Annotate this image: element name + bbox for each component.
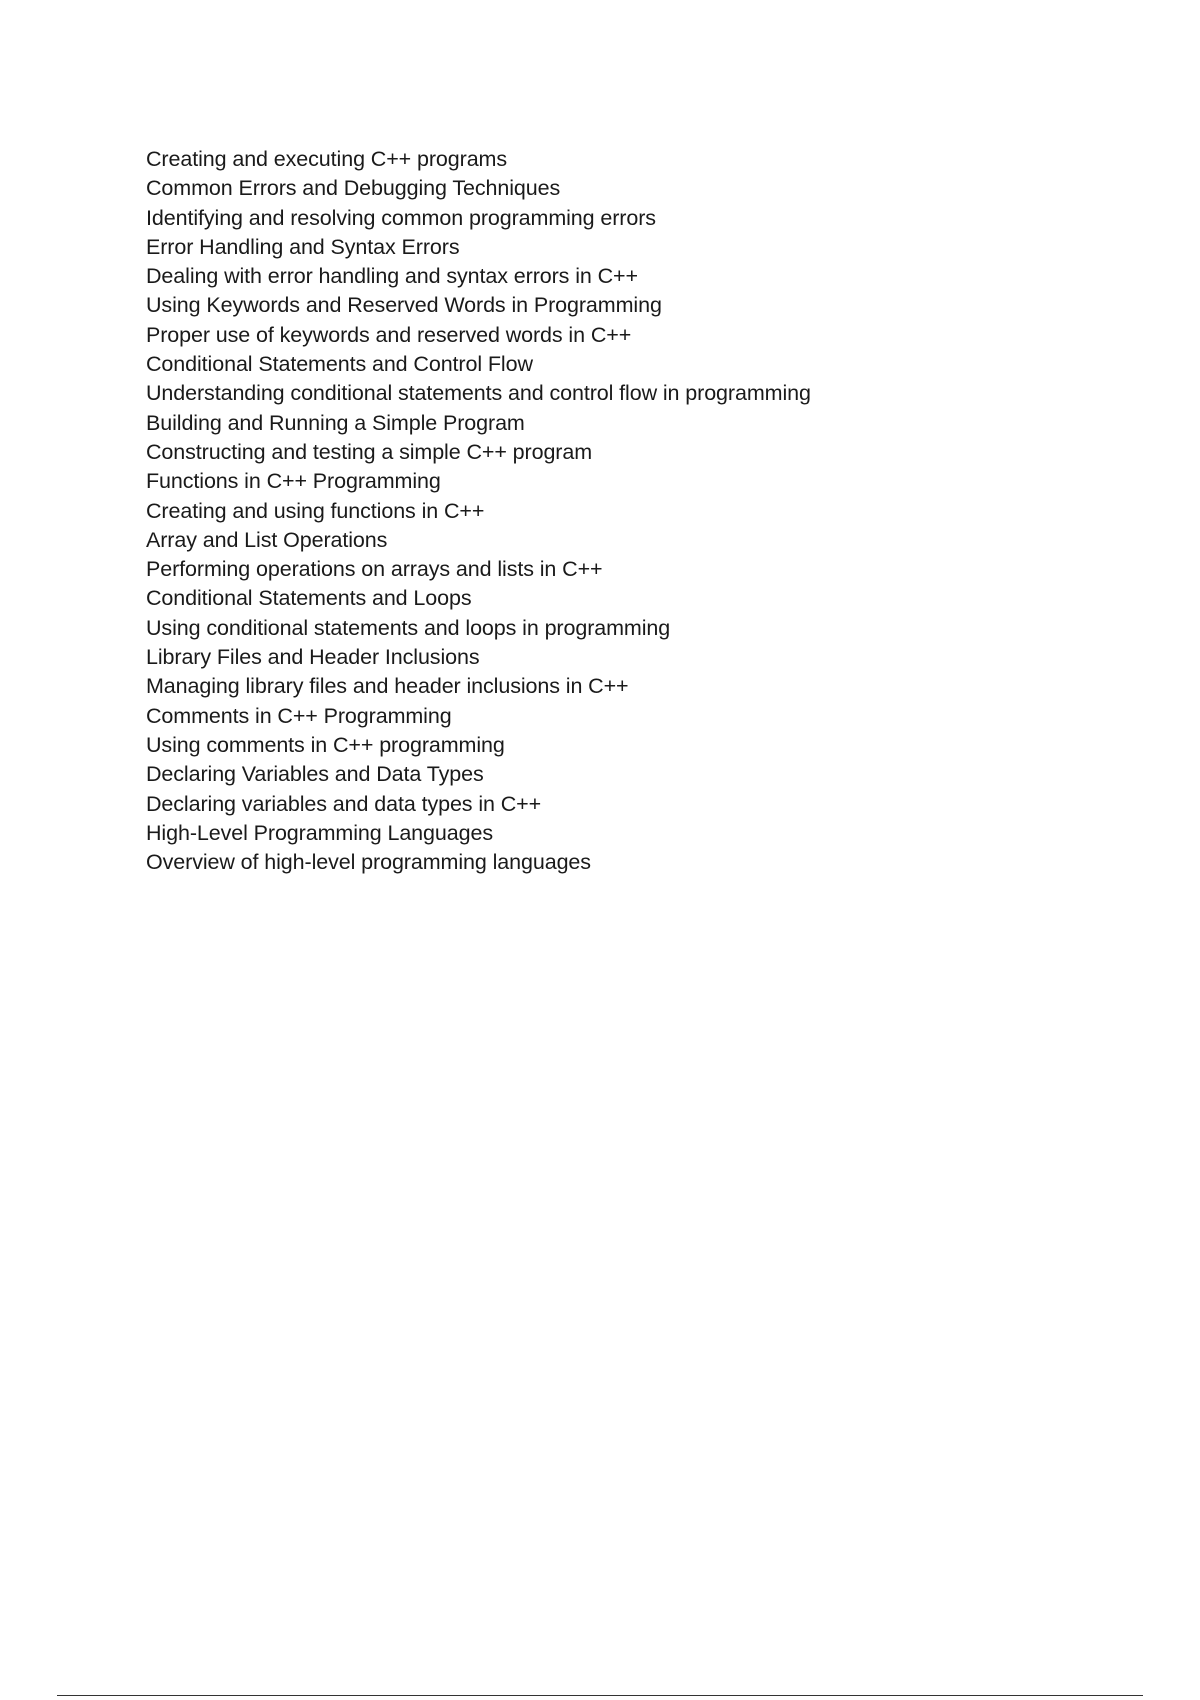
topic-line: Comments in C++ Programming (146, 703, 452, 728)
topic-line: High-Level Programming Languages (146, 820, 493, 845)
footer-divider (57, 1695, 1143, 1696)
topic-line: Using Keywords and Reserved Words in Programming (146, 293, 662, 318)
topic-line: Declaring variables and data types in C++ (146, 791, 542, 816)
topic-line: Declaring Variables and Data Types (146, 762, 484, 787)
topic-line: Creating and using functions in C++ (146, 498, 485, 523)
topic-line: Using comments in C++ programming (146, 732, 505, 757)
topic-line: Managing library files and header inclusions in C++ (146, 674, 629, 699)
topic-line: Conditional Statements and Loops (146, 586, 472, 611)
topic-list (146, 145, 811, 877)
topic-line: Using conditional statements and loops in programming (146, 615, 671, 640)
topic-line: Dealing with error handling and syntax errors in C++ (146, 264, 638, 289)
topic-line: Functions in C++ Programming (146, 469, 441, 494)
topic-line: Constructing and testing a simple C++ program (146, 439, 593, 464)
topic-line: Library Files and Header Inclusions (146, 645, 480, 670)
topic-line: Common Errors and Debugging Techniques (146, 176, 561, 201)
topic-line: Proper use of keywords and reserved words in C++ (146, 322, 632, 347)
topic-line: Performing operations on arrays and lists in C++ (146, 557, 603, 582)
topic-line: Array and List Operations (146, 527, 388, 552)
topic-line: Creating and executing C++ programs (146, 147, 508, 171)
topic-line: Building and Running a Simple Program (146, 410, 525, 435)
topic-line: Identifying and resolving common programming errors (146, 205, 656, 230)
topic-line: Understanding conditional statements and control flow in programming (146, 381, 811, 406)
topic-line: Overview of high-level programming languages (146, 850, 591, 875)
topic-line: Error Handling and Syntax Errors (146, 234, 460, 259)
topic-line: Conditional Statements and Control Flow (146, 352, 533, 377)
